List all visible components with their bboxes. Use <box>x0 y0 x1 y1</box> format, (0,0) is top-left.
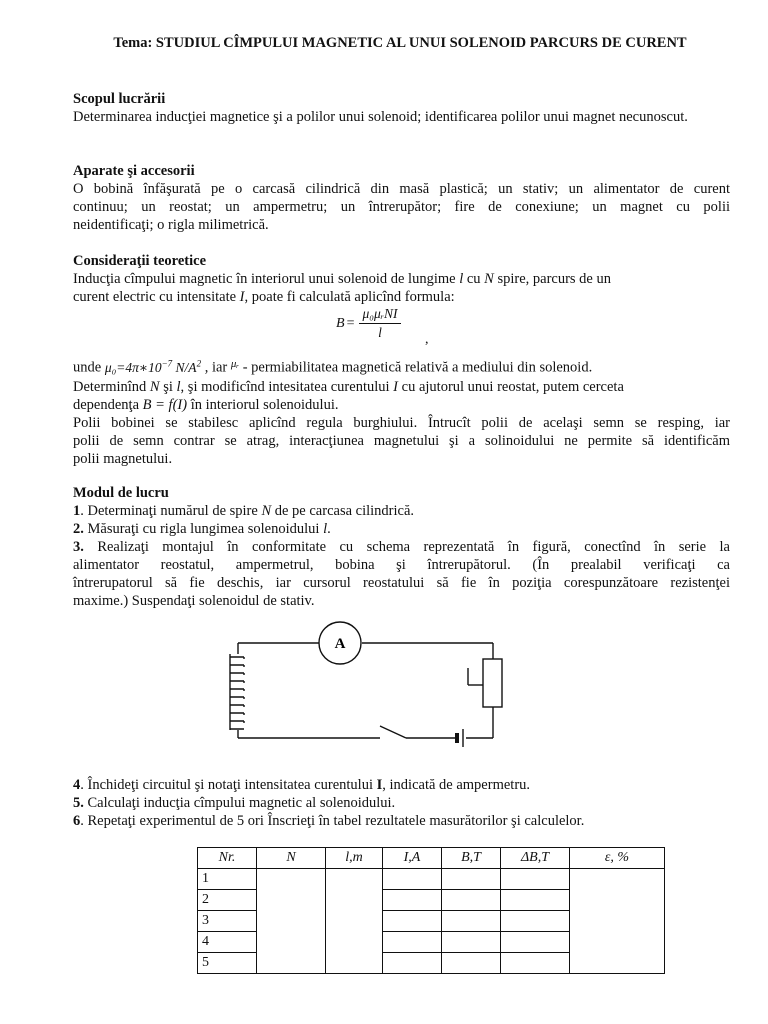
switch-lever <box>380 726 406 738</box>
equipment-text <box>73 180 730 234</box>
formula-fraction: $\frac{\text{μ₀μᵣNI}}{l}$ <box>359 306 400 341</box>
rheostat-body <box>483 659 502 707</box>
col-header: B,T <box>442 848 501 869</box>
col-header: ΔB,T <box>501 848 570 869</box>
step-4: 4. Închideţi circuitul şi notaţi intensitatea curentului I, indicată de ampermetru. <box>73 777 531 793</box>
row-number: 5 <box>198 953 257 974</box>
theory-intro: Inducţia cîmpului magnetic în interiorul unui solenoid de lungime l cu N spire, parcurs de un curent electric cu intensitate I, poate fi calculată aplicînd formula: <box>73 271 611 305</box>
table-row <box>198 869 665 890</box>
equipment-line: O bobină înfăşurată pe o carcasă cilindrică din masă plastică; un stativ; un alimentator de curent <box>73 181 730 197</box>
row-number: 2 <box>198 890 257 911</box>
method-steps-continued <box>73 776 730 830</box>
col-header: ε, % <box>570 848 665 869</box>
cell-l <box>326 869 383 974</box>
formula-comma: , <box>425 332 429 347</box>
cell-N <box>257 869 326 974</box>
step-6: 6. Repetaţi experimentul de 5 ori Înscrieţi în tabel rezultatele masurătorilor şi calculelor. <box>73 813 585 829</box>
row-number: 4 <box>198 932 257 953</box>
mu0-definition: $\mu_0=4\pi∗10^{-7}$ $N/A^2$ <box>104 358 202 375</box>
theory-body: unde $\mu_0=4\pi∗10^{-7}$ $N/A^2$ , iar $^{\mu ᵣ}$ - permiabilitatea magnetică relativă a mediului din solenoid. Determinînd N şi l, şi modificînd intesitatea curentului I cu ajutorul unui reostat, putem cerceta dependenţa B = f(I) în interiorul solenoidului. Polii bobinei se stabilesc aplicînd regula burghiului. Întrucît polii de acelaşi semn se resping, iar polii de semn contrar se atrag, interacţiunea magnetului şi a solinoidului ne permite să identificăm polii magnetului. <box>73 357 730 467</box>
equipment-heading: Aparate şi accesorii <box>73 163 195 179</box>
results-table <box>197 847 665 974</box>
equipment-line: neidentificaţi; o rigla milimetrică. <box>73 217 269 233</box>
row-number: 3 <box>198 911 257 932</box>
step-2: 2. Măsuraţi cu rigla lungimea solenoidului l. <box>73 521 331 537</box>
table-header-row <box>198 848 665 869</box>
row-number: 1 <box>198 869 257 890</box>
col-header: I,A <box>383 848 442 869</box>
solenoid-coil <box>230 654 244 730</box>
cell-epsilon <box>570 869 665 974</box>
col-header: N <box>257 848 326 869</box>
method-steps: 1. Determinaţi numărul de spire N de pe carcasa cilindrică. 2. Măsuraţi cu rigla lungimea solenoidului l. 3. Realizaţi montajul în conformitate cu schema reprezentată în figură, conectînd în serie la alimentator reostatul, ampermetrul, bobina şi întrerupătorul. (În prealabil verificaţi ca întrerupatorul să fie deschis, iar cursorul reostatului să fie în poziţia corespunzătoare rezistenţei maxime.) Suspendaţi solenoidul de stativ. <box>73 503 730 609</box>
step-5: 5. Calculaţi inducţia cîmpului magnetic al solenoidului. <box>73 795 396 811</box>
col-header: Nr. <box>198 848 257 869</box>
purpose-text: Determinarea inducţiei magnetice şi a polilor unui solenoid; identificarea polilor unui magnet necunoscut. <box>73 109 688 125</box>
step-3: 3. Realizaţi montajul în conformitate cu schema reprezentată în figură, conectînd în serie la <box>73 539 730 555</box>
step-1: 1. Determinaţi numărul de spire N de pe carcasa cilindrică. <box>73 503 415 519</box>
circuit-diagram <box>200 612 520 772</box>
method-heading: Modul de lucru <box>73 485 169 501</box>
equipment-line: continuu; un reostat; un ampermetru; un întrerupător; fire de conexiune; un magnet cu polii <box>73 199 730 215</box>
page-title: Tema: STUDIUL CÎMPULUI MAGNETIC AL UNUI SOLENOID PARCURS DE CURENT <box>113 35 687 51</box>
purpose-heading: Scopul lucrării <box>73 91 166 107</box>
ammeter-label: A <box>334 636 346 652</box>
col-header: l,m <box>326 848 383 869</box>
theory-heading: Consideraţii teoretice <box>73 253 207 269</box>
solenoid-formula: B = $\frac{\text{μ₀μᵣNI}}{l}$ <box>336 306 401 341</box>
